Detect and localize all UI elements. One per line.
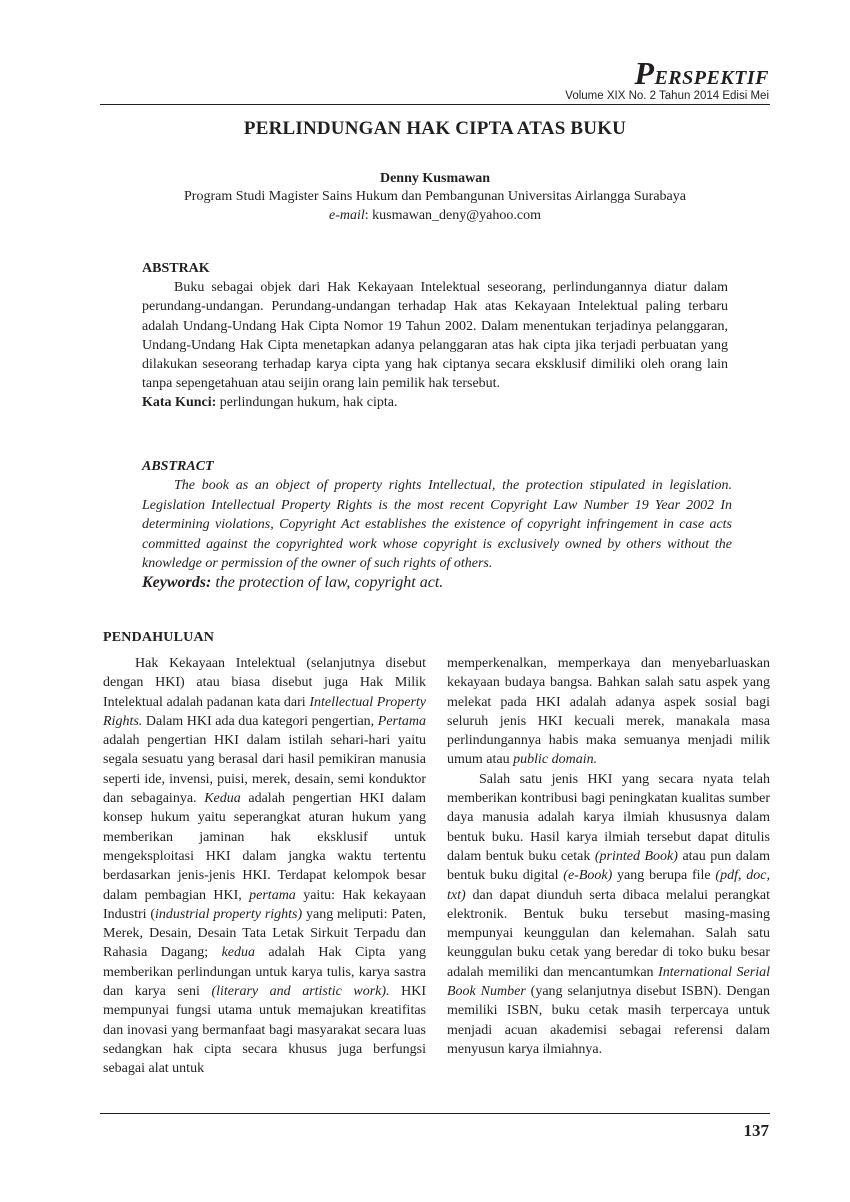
section-heading: PENDAHULUAN: [103, 630, 215, 645]
abstract-heading: ABSTRACT: [142, 459, 214, 474]
abstrak-keywords-label: Kata Kunci:: [142, 395, 217, 411]
abstract-text: The book as an object of property rights Intellectual, the protection stipulated in legislation. Legislation Intellectual Property Rights is the most recent Copyright Law Number 19 Year 2002 In determining violations, Copyright Act establishes the existence of copyright infringement in case acts committed against the copyrighted work whose copyright is exclusively owned by others without the knowledge or permission of the owner of such rights of others.: [142, 478, 732, 572]
paper-title: PERLINDUNGAN HAK CIPTA ATAS BUKU: [243, 118, 627, 139]
email-separator: :: [364, 208, 373, 223]
abstract-keywords: [142, 573, 732, 592]
header-divider: [100, 104, 770, 105]
abstrak-heading: ABSTRAK: [142, 261, 210, 276]
right-column: [447, 654, 770, 1059]
body-paragraph: memperkenalkan, memperkaya dan menyebarluaskan kekayaan budaya bangsa. Bahkan salah satu aspek yang melekat pada HKI adalah adanya aspek sosial bagi seluruh jenis HKI kecuali merek, manakala masa perlindungannya habis maka semuanya menjadi milik umum atau public domain.: [447, 656, 770, 768]
abstrak-keywords-value: perlindungan hukum, hak cipta.: [216, 395, 398, 411]
journal-volume: Volume XIX No. 2 Tahun 2014 Edisi Mei: [565, 90, 769, 102]
abstrak-section: [142, 259, 728, 413]
journal-brand-rest: ERSPEKTIF: [654, 67, 769, 89]
abstrak-keywords: [142, 393, 728, 412]
journal-brand-initial: P: [634, 55, 655, 91]
author-affiliation: Program Studi Magister Sains Hukum dan Pembangunan Universitas Airlangga Surabaya: [184, 189, 686, 204]
footer-divider: [100, 1113, 770, 1114]
email-label: e-mail: [329, 208, 365, 223]
body-paragraph: Hak Kekayaan Intelektual (selanjutnya disebut dengan HKI) atau biasa disebut juga Hak Milik Intelektual adalah padanan kata dari Intellectual Property Rights. Dalam HKI ada dua kategori pengertian, Pertama adalah pengertian HKI dalam istilah sehari-hari yaitu segala sesuatu yang berasal dari hasil pemikiran manusia seperti ide, invensi, puisi, merek, desain, semi konduktor dan sebagainya. Kedua adalah pengertian HKI dalam konsep hukum yaitu seperangkat aturan hukum yang memberikan jaminan hak eksklusif untuk mengeksploitasi HKI dalam jangka waktu tertentu berdasarkan jenis-jenis HKI. Terdapat kelompok besar dalam pembagian HKI, pertama yaitu: Hak kekayaan Industri (industrial property rights) yang meliputi: Paten, Merek, Desain, Desain Tata Letak Sirkuit Terpadu dan Rahasia Dagang; kedua adalah Hak Cipta yang memberikan perlindungan untuk karya tulis, karya sastra dan karya seni (literary and artistic work). HKI mempunyai fungsi utama untuk memajukan kreatifitas dan inovasi yang bermanfaat bagi masyarakat secara luas sedangkan hak cipta secara khusus juga berfungsi sebagai alat untuk: [103, 656, 427, 1077]
abstract-keywords-label: Keywords:: [142, 574, 212, 592]
author-email-line: [100, 208, 770, 224]
journal-brand: [634, 55, 769, 92]
left-column: [103, 654, 426, 1079]
abstract-section: [142, 457, 732, 593]
abstrak-text: Buku sebagai objek dari Hak Kekayaan Intelektual seseorang, perlindungannya diatur dalam perundang-undangan. Perundang-undangan terhadap Hak atas Kekayaan Intelektual paling terbaru adalah Undang-Undang Hak Cipta Nomor 19 Tahun 2002. Dalam menentukan terjadinya pelanggaran, Undang-Undang Hak Cipta menetapkan adanya pelanggaran atas hak cipta jika terjadi perbuatan yang dilakukan seseorang terhadap karya cipta yang hak ciptanya secara eksklusif dimiliki oleh orang lain tanpa sepengetahuan atau seijin orang lain pemilik hak tersebut.: [142, 280, 728, 392]
author-name: Denny Kusmawan: [379, 171, 491, 186]
abstract-keywords-value: the protection of law, copyright act.: [211, 574, 444, 592]
page-number: 137: [743, 1121, 769, 1140]
body-paragraph: Salah satu jenis HKI yang secara nyata telah memberikan kontribusi bagi peningkatan kualitas sumber daya manusia adalah karya ilmiah khususnya dalam bentuk buku. Hasil karya ilmiah tersebut dapat ditulis dalam bentuk buku cetak (printed Book) atau pun dalam bentuk buku digital (e-Book) yang berupa file (pdf, doc, txt) dan dapat diunduh serta dibaca melalui perangkat elektronik. Bentuk buku tersebut masing-masing mempunyai keunggulan dan kelemahan. Salah satu keunggulan buku cetak yang beredar di toko buku besar adalah memiliki dan mencantumkan International Serial Book Number (yang selanjutnya disebut ISBN). Dengan memiliki ISBN, buku cetak masih terpercaya untuk menjadi acuan akademisi sebagai referensi dalam menyusun karya ilmiahnya.: [447, 771, 771, 1057]
author-email: kusmawan_deny@yahoo.com: [372, 208, 541, 223]
